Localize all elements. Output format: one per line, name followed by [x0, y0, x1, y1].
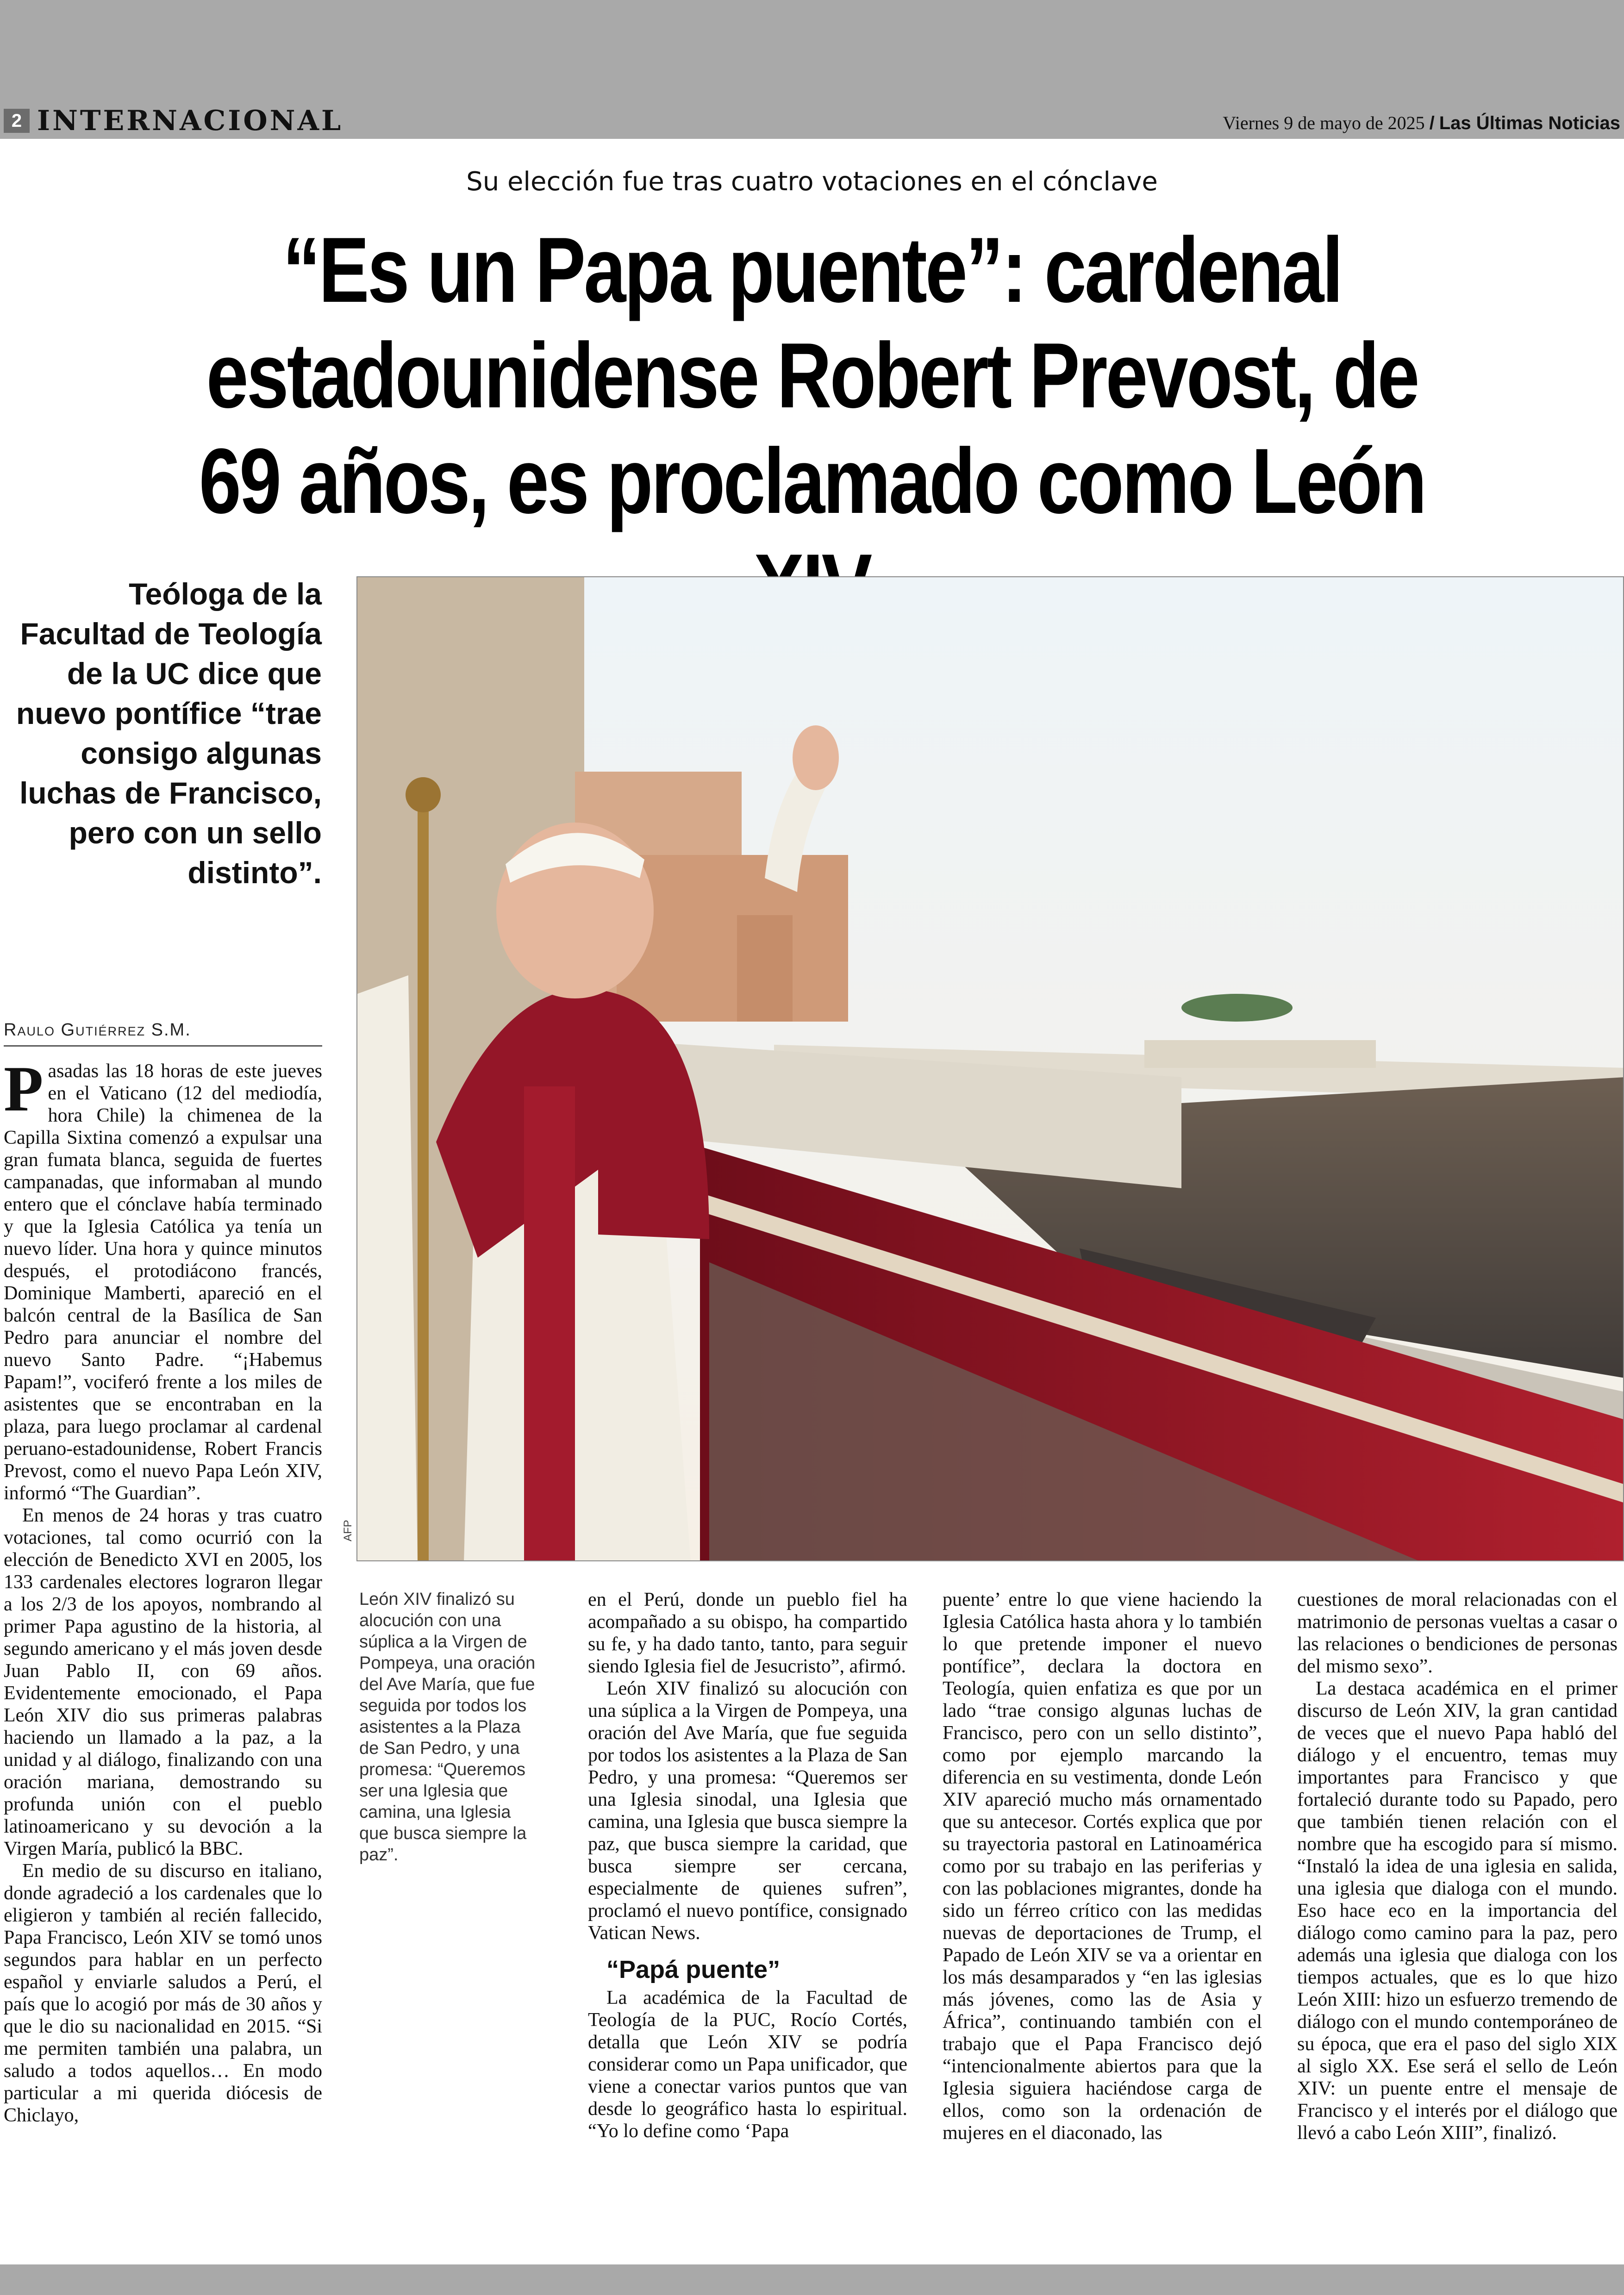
body-paragraph: León XIV finalizó su alocución con una súplica a la Virgen de Pompeya, una oración del Ave María, que fue seguida por todos los asistentes a la Plaza de San Pedro, y una promesa: “Queremos ser una Iglesia sinodal, una Iglesia que camina, una Iglesia que busca siempre la paz, que busca siempre la caridad, que busca siempre ser cercana, especialmente de quienes sufren”, proclamó el nuevo pontífice, consignado Vatican News. — [588, 1678, 907, 1944]
section-title: INTERNACIONAL — [37, 105, 344, 137]
article-headline: “Es un Papa puente”: cardenal estadounidense Robert Prevost, de 69 años, es proclamado como León — [199, 218, 1425, 533]
photo-caption: León XIV finalizó su alocución con una súplica a la Virgen de Pompeya, una oración del Ave María, que fue seguida por todos los asistentes a la Plaza de San Pedro, y una promesa: “Queremos ser una Iglesia que camina, una Iglesia que busca siempre la paz”. — [359, 1590, 536, 1865]
body-column-4 — [943, 1589, 1262, 2144]
body-column-5 — [1297, 1589, 1618, 2144]
body-paragraph: En medio de su discurso en italiano, donde agradeció a los cardenales que lo eligieron y también al recién fallecido, Papa Francisco, León XIV se tomó unos segundos para hablar en un perfecto español y enviarle saludos a Perú, el país que lo acogió por más de 30 años y que le dio su nacionalidad en 2015. “Si me permiten también una palabra, un saludo a todos aquellos… En modo particular a mi querida diócesis de Chiclayo, — [4, 1860, 322, 2126]
body-column-3 — [588, 1589, 907, 2142]
body-paragraph: En menos de 24 horas y tras cuatro votaciones, tal como ocurrió con la elección de Benedicto XVI en 2005, los 133 cardenales electores lograron llegar a los 2/3 de los apoyos, nombrando al primer Papa agustino de la historia, al segundo americano y el más joven desde Juan Pablo II, con 69 años. Evidentemente emocionado, el Papa León XIV dio sus primeras palabras haciendo un llamado a la paz, a la unidad y al diálogo, finalizando con una oración mariana, demostrando su profunda unión con el pueblo latinoamericano y su devoción a la Virgen María, publicó la BBC. — [4, 1505, 322, 1859]
article-deck: Teóloga de la Facultad de Teología de la UC dice que nuevo pontífice “trae consigo algunas luchas de Francisco, pero con un sello distinto”. — [16, 577, 322, 890]
subhead: “Papá puente” — [606, 1956, 781, 1983]
issue-date: Viernes 9 de mayo de 2025 — [1223, 112, 1425, 133]
body-paragraph: La académica de la Facultad de Teología de la PUC, Rocío Cortés, detalla que León XIV se podría considerar como un Papa unificador, que viene a conectar varios puntos que van desde lo geográfico hasta lo espiritual. “Yo lo define como ‘Papa — [588, 1987, 907, 2142]
byline: Raulo Gutiérrez S.M. — [4, 1020, 191, 1040]
body-paragraph: puente’ entre lo que viene haciendo la Iglesia Católica hasta ahora y lo también lo que pretende imponer el nuevo pontífice”, declara la doctora en Teología, quien enfatiza es que por un lado “trae consigo algunas luchas de Francisco, pero con un sello distinto”, como por ejemplo marcando la diferencia en su vestimenta, donde León XIV apareció mucho más ornamentado que su antecesor. Cortés explica que por su trayectoria pastoral en Latinoamérica como por su trabajo en las periferias y con las poblaciones migrantes, donde ha sido un férreo crítico con las medidas nuevas de deportaciones de Trump, el Papado de León XIV se va a orientar en los más desamparados y “en las iglesias más jóvenes, como las de Asia y África”, continuando también con el trabajo que el Papa Francisco dejó “intencionalmente abiertos para que la Iglesia siguiera haciéndose carga de ellos, como son la ordenación de mujeres en el diaconado, las — [943, 1589, 1262, 2144]
photo-credit: AFP — [342, 1520, 354, 1541]
body-intro-text: asadas las 18 horas de este jueves en el Vaticano (12 del mediodía, hora Chile) la chimenea de la Capilla Sixtina comenzó a expulsar una gran fumata blanca, seguida de fuertes campanadas, que informaban al mundo entero que el cónclave había terminado y que la Iglesia Católica ya tenía un nuevo líder. Una hora y quince minutos después, el protodiácono francés, Dominique Mamberti, apareció en el balcón central de la Basílica de San Pedro para anunciar el nombre del nuevo Santo Padre. “¡Habemus Papam!”, vociferó frente a los miles de asistentes que se encontraban en la plaza, para luego proclamar al cardenal peruano-estadounidense, Robert Francis Prevost, como el nuevo Papa León XIV, informó “The Guardian”. — [4, 1060, 322, 1504]
byline-rule — [4, 1045, 322, 1047]
body-paragraph: en el Perú, donde un pueblo fiel ha acompañado a su obispo, ha compartido su fe, y ha dado tanto, tanto, para seguir siendo Iglesia fiel de Jesucristo”, afirmó. — [588, 1589, 907, 1677]
body-intro-paragraph — [4, 1053, 322, 1504]
drop-cap: P — [4, 1053, 44, 1125]
body-column-1 — [4, 1053, 322, 2127]
body-paragraph: La destaca académica en el primer discurso de León XIV, la gran cantidad de veces que el nuevo Papa habló del diálogo y el encuentro, temas muy importantes para Francisco y que fortaleció durante todo su Papado, pero que también tienen relación con el nombre que ha escogido para sí mismo. “Instaló la idea de una iglesia en salida, una iglesia que dialoga con el mundo. Eso hace eco en la importancia del diálogo como camino para la paz, pero además una iglesia que dialoga con los tiempos actuales, que es lo que hizo León XIII: hizo un esfuerzo tremendo de diálogo con el mundo contemporáneo de su época, que era el paso del siglo XIX al siglo XX. Ese será el sello de León XIV: un puente entre el mensaje de Francisco y el interés por el diálogo que llevó a cabo León XIII”, finalizó. — [1297, 1678, 1618, 2144]
body-paragraph: cuestiones de moral relacionadas con el matrimonio de personas vueltas a casar o las relaciones o bendiciones de personas del mismo sexo”. — [1297, 1589, 1618, 1677]
date-separator: / — [1429, 113, 1435, 133]
article-kicker: Su elección fue tras cuatro votaciones en el cónclave — [466, 167, 1158, 197]
photo-illustration — [357, 577, 1624, 1561]
dateline — [1223, 112, 1620, 134]
publication-name: Las Últimas Noticias — [1439, 113, 1620, 133]
page-number: 2 — [4, 109, 30, 133]
pope-balcony-photo — [356, 576, 1624, 1561]
footer-band — [0, 2264, 1624, 2295]
